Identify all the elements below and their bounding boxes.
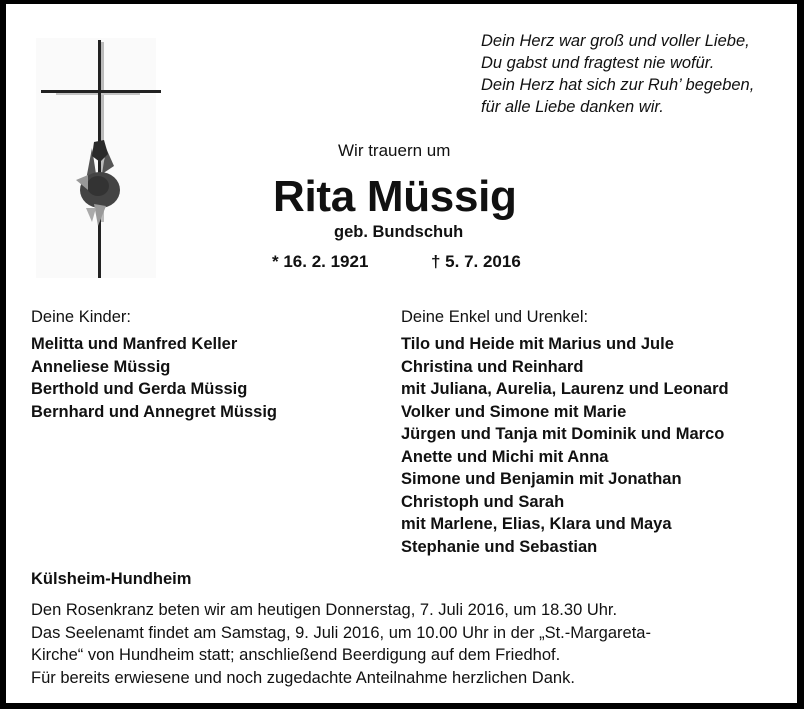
list-item: Simone und Benjamin mit Jonathan bbox=[401, 470, 682, 488]
list-item: Christina und Reinhard bbox=[401, 357, 584, 376]
list-item: Christoph und Sarah bbox=[401, 492, 565, 511]
notice-line: Kirche“ von Hundheim statt; anschließend Beerdigung auf dem Friedhof. bbox=[31, 646, 561, 664]
children-label: Deine Kinder: bbox=[31, 308, 131, 326]
list-item: Anette und Michi mit Anna bbox=[401, 447, 609, 466]
poem-line: für alle Liebe danken wir. bbox=[481, 98, 664, 116]
service-notice bbox=[31, 599, 651, 689]
notice-line: Für bereits erwiesene und noch zugedachte Anteilnahme herzlichen Dank. bbox=[31, 668, 575, 687]
death-date: † 5. 7. 2016 bbox=[431, 252, 521, 271]
place-name: Külsheim-Hundheim bbox=[31, 570, 192, 588]
list-item: Jürgen und Tanja mit Dominik und Marco bbox=[401, 425, 725, 443]
poem-line: Du gabst und fragtest nie wofür. bbox=[481, 54, 715, 72]
poem bbox=[481, 30, 754, 118]
intro-text: Wir trauern um bbox=[338, 141, 451, 160]
cross-with-rose-icon bbox=[26, 30, 166, 280]
children-list bbox=[31, 333, 277, 423]
list-item: Melitta und Manfred Keller bbox=[31, 335, 238, 353]
list-item: mit Marlene, Elias, Klara und Maya bbox=[401, 515, 672, 533]
list-item: Volker und Simone mit Marie bbox=[401, 402, 627, 421]
maiden-name: geb. Bundschuh bbox=[334, 223, 464, 241]
list-item: mit Juliana, Aurelia, Laurenz und Leonard bbox=[401, 380, 729, 398]
notice-line: Das Seelenamt findet am Samstag, 9. Juli 2016, um 10.00 Uhr in der „St.-Margareta- bbox=[31, 623, 651, 642]
notice-line: Den Rosenkranz beten wir am heutigen Donnerstag, 7. Juli 2016, um 18.30 Uhr. bbox=[31, 601, 618, 619]
obituary-notice bbox=[6, 4, 797, 703]
list-item: Bernhard und Annegret Müssig bbox=[31, 402, 277, 421]
birth-date: * 16. 2. 1921 bbox=[272, 252, 369, 271]
list-item: Berthold und Gerda Müssig bbox=[31, 380, 248, 398]
grandchildren-list bbox=[401, 333, 729, 558]
list-item: Stephanie und Sebastian bbox=[401, 537, 598, 556]
poem-line: Dein Herz war groß und voller Liebe, bbox=[481, 32, 750, 50]
poem-line: Dein Herz hat sich zur Ruh’ begeben, bbox=[481, 76, 755, 94]
grandchildren-label: Deine Enkel und Urenkel: bbox=[401, 308, 589, 326]
list-item: Tilo und Heide mit Marius und Jule bbox=[401, 335, 674, 353]
list-item: Anneliese Müssig bbox=[31, 357, 171, 376]
deceased-name: Rita Müssig bbox=[273, 172, 517, 221]
